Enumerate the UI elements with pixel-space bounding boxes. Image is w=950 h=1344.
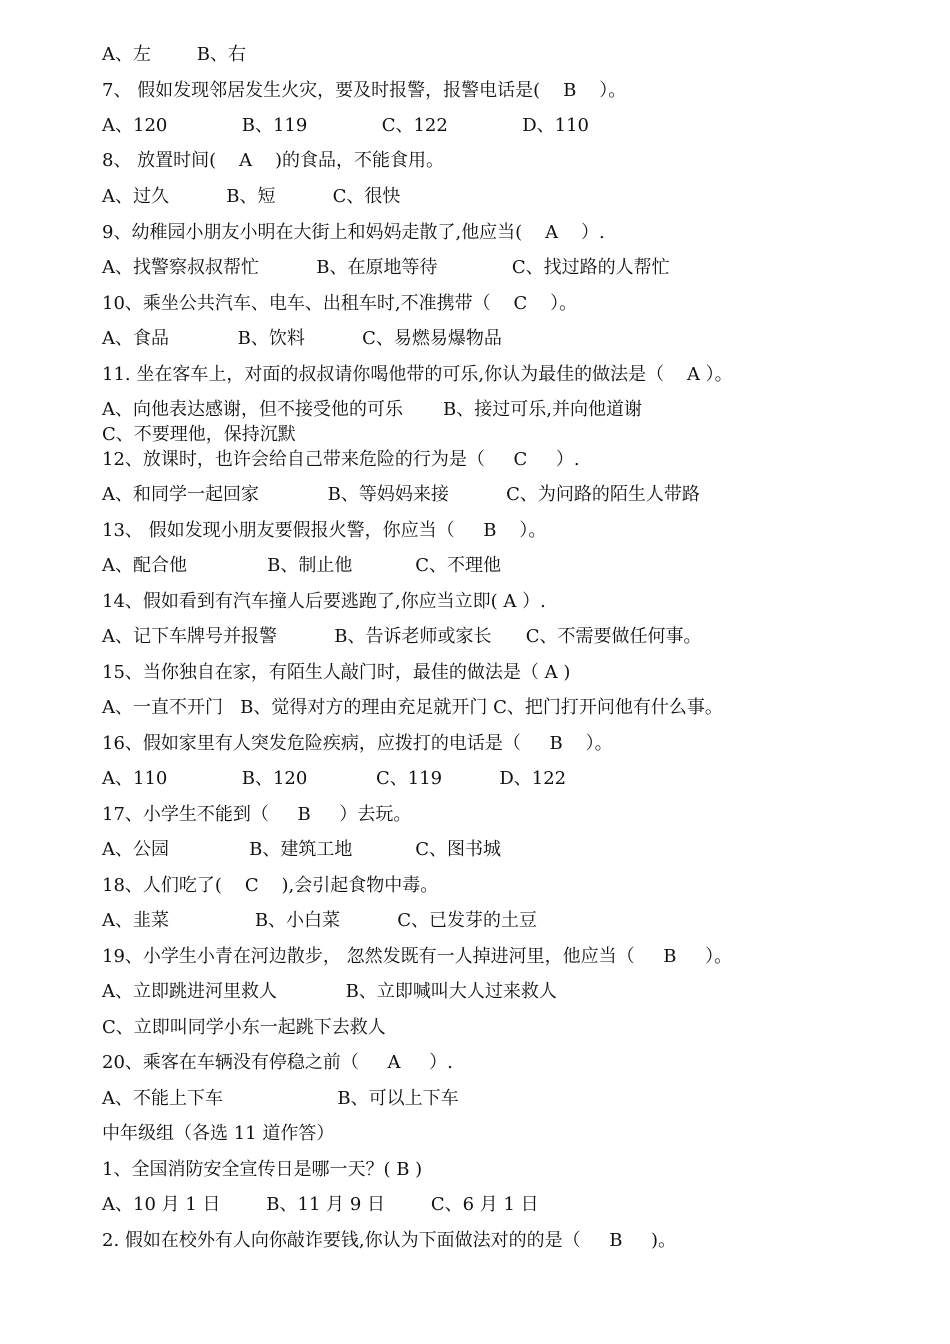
- text-line-16: A、配合他 B、制止他 C、不理他: [102, 555, 502, 576]
- text-line-4: 8、 放置时间( A )的食品，不能食用。: [102, 150, 444, 171]
- text-line-24: A、公园 B、建筑工地 C、图书城: [102, 839, 502, 860]
- text-line-35: 2. 假如在校外有人向你敲诈要钱,你认为下面做法对的的是（ B )。: [102, 1230, 677, 1251]
- text-line-25: 18、人们吃了( C ),会引起食物中毒。: [102, 875, 439, 896]
- text-line-14: A、和同学一起回家 B、等妈妈来接 C、为问路的陌生人带路: [102, 484, 700, 505]
- text-line-5: A、过久 B、短 C、很快: [102, 186, 401, 207]
- text-line-10: 11. 坐在客车上，对面的叔叔请你喝他带的可乐,你认为最佳的做法是（ A ）。: [102, 364, 733, 385]
- text-line-11: A、向他表达感谢，但不接受他的可乐 B、接过可乐,并向他道谢: [102, 399, 642, 420]
- text-line-3: A、120 B、119 C、122 D、110: [102, 115, 590, 136]
- text-line-12: C、不要理他，保持沉默: [102, 424, 296, 445]
- text-line-29: C、立即叫同学小东一起跳下去救人: [102, 1017, 386, 1038]
- text-line-32: 中年级组（各选 11 道作答）: [102, 1123, 335, 1144]
- text-line-28: A、立即跳进河里救人 B、立即喊叫大人过来救人: [102, 981, 557, 1002]
- text-line-7: A、找警察叔叔帮忙 B、在原地等待 C、找过路的人帮忙: [102, 257, 670, 278]
- text-line-31: A、不能上下车 B、可以上下车: [102, 1088, 459, 1109]
- text-line-34: A、10 月 1 日 B、11 月 9 日 C、6 月 1 日: [102, 1194, 539, 1215]
- text-line-23: 17、小学生不能到（ B ）去玩。: [102, 804, 412, 825]
- text-line-30: 20、乘客在车辆没有停稳之前（ A ）.: [102, 1052, 453, 1073]
- text-line-27: 19、小学生小青在河边散步， 忽然发既有一人掉进河里，他应当（ B ）。: [102, 946, 733, 967]
- text-line-8: 10、乘坐公共汽车、电车、出租车时,不准携带（ C ）。: [102, 293, 578, 314]
- text-line-1: A、左 B、右: [102, 44, 246, 65]
- text-line-22: A、110 B、120 C、119 D、122: [102, 768, 567, 789]
- text-line-21: 16、假如家里有人突发危险疾病，应拨打的电话是（ B ）。: [102, 733, 613, 754]
- text-line-26: A、韭菜 B、小白菜 C、已发芽的土豆: [102, 910, 538, 931]
- text-line-15: 13、 假如发现小朋友要假报火警，你应当（ B ）。: [102, 520, 547, 541]
- text-line-9: A、食品 B、饮料 C、易燃易爆物品: [102, 328, 502, 349]
- text-line-33: 1、全国消防安全宣传日是哪一天？( B ): [102, 1159, 423, 1180]
- text-line-13: 12、放课时，也许会给自己带来危险的行为是（ C ）.: [102, 449, 580, 470]
- text-line-17: 14、假如看到有汽车撞人后要逃跑了,你应当立即( A ）.: [102, 591, 546, 612]
- text-line-20: A、一直不开门 B、觉得对方的理由充足就开门 C、把门打开问他有什么事。: [102, 697, 723, 718]
- text-line-19: 15、当你独自在家，有陌生人敲门时，最佳的做法是（ A ): [102, 662, 571, 683]
- text-line-6: 9、幼稚园小朋友小明在大街上和妈妈走散了,他应当( A ）.: [102, 222, 605, 243]
- text-line-2: 7、 假如发现邻居发生火灾，要及时报警，报警电话是( B ）。: [102, 80, 627, 101]
- text-line-18: A、记下车牌号并报警 B、告诉老师或家长 C、不需要做任何事。: [102, 626, 702, 647]
